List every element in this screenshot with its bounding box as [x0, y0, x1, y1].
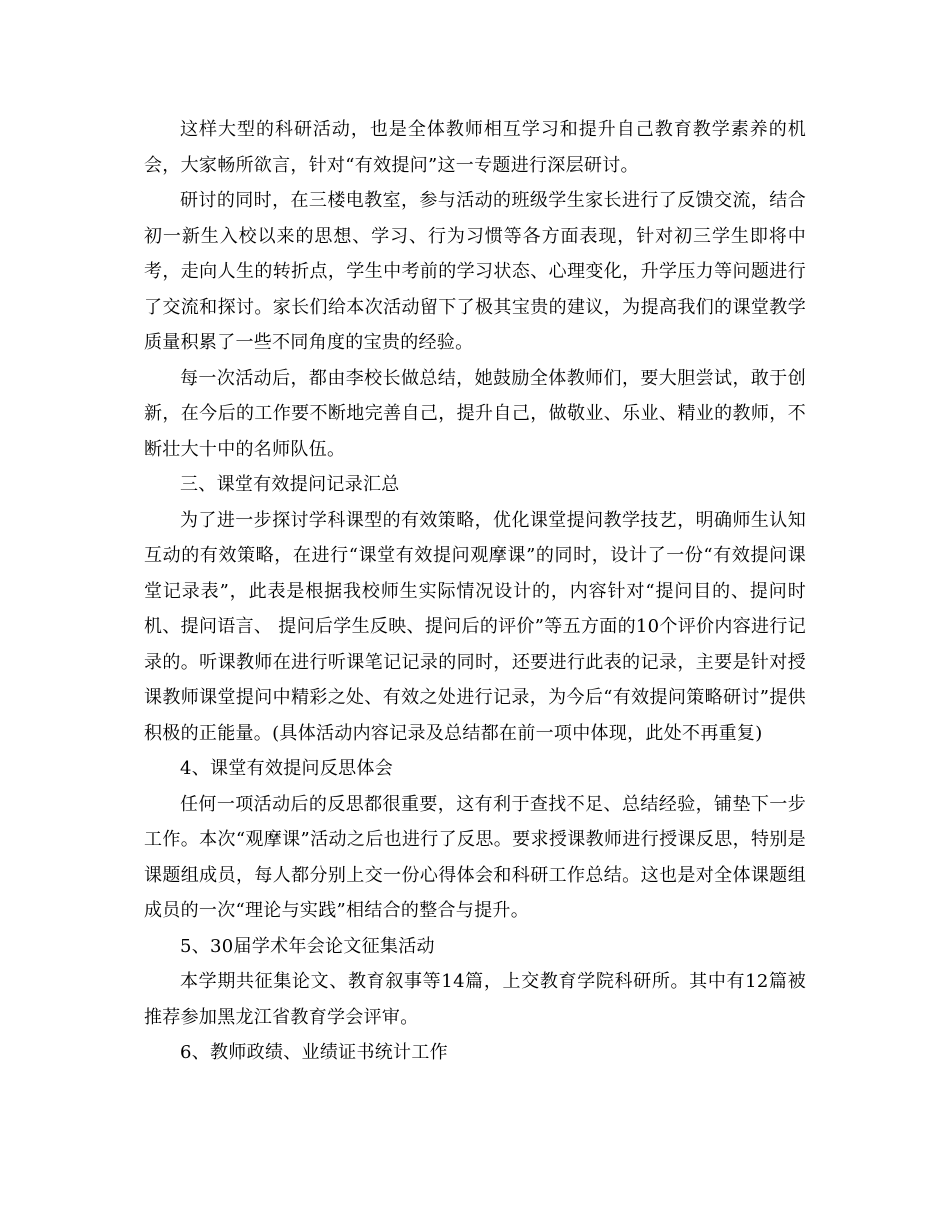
paragraph-principal-summary: 每一次活动后，都由李校长做总结，她鼓励全体教师们，要大胆尝试，敢于创新，在今后的工作要不断地完善自己，提升自己，做敬业、乐业、精业的教师，不断壮大十中的名师队伍。: [144, 367, 806, 460]
section-heading-paper-collection: 5、30届学术年会论文征集活动: [180, 935, 435, 957]
section-heading-reflection: 4、课堂有效提问反思体会: [180, 758, 394, 779]
paragraph-parent-exchange: 研讨的同时，在三楼电教室，参与活动的班级学生家长进行了反馈交流，结合初一新生入校以来的思想、学习、行为习惯等各方面表现，针对初三学生即将中考，走向人生的转折点，学生中考前的学习状态、心理变化，升学压力等问题进行了交流和探讨。家长们给本次活动留下了极其宝贵的建议，为提高我们的课堂教学质量积累了一些不同角度的宝贵的经验。: [144, 190, 806, 353]
paragraph-question-records: 为了进一步探讨学科课型的有效策略，优化课堂提问教学技艺，明确师生认知互动的有效策略，在进行“课堂有效提问观摩课”的同时，设计了一份“有效提问课堂记录表”，此表是根据我校师生实际情况设计的，内容针对“提问目的、提问时机、提问语言、 提问后学生反映、提问后的评价”等五方面的10个评价内容进行记录的。听课教师在进行听课笔记记录的同时，还要进行此表的记录，主要是针对授课教师课堂提问中精彩之处、有效之处进行记录，为今后“有效提问策略研讨”提供积极的正能量。(具体活动内容记录及总结都在前一项中体现，此处不再重复): [144, 509, 806, 744]
document-body: [144, 112, 806, 1071]
paragraph-reflection: 任何一项活动后的反思都很重要，这有利于查找不足、总结经验，铺垫下一步工作。本次“观摩课”活动之后也进行了反思。要求授课教师进行授课反思，特别是课题组成员，每人都分别上交一份心得体会和科研工作总结。这也是对全体课题组成员的一次“理论与实践”相结合的整合与提升。: [144, 793, 806, 921]
paragraph-paper-collection: 本学期共征集论文、教育叙事等14篇，上交教育学院科研所。其中有12篇被推荐参加黑龙江省教育学会评审。: [144, 971, 806, 1028]
section-heading-certificate-statistics: 6、教师政绩、业绩证书统计工作: [180, 1042, 448, 1063]
section-heading-question-records: 三、课堂有效提问记录汇总: [180, 474, 400, 495]
paragraph-research-activity: 这样大型的科研活动，也是全体教师相互学习和提升自己教育教学素养的机会，大家畅所欲言，针对“有效提问”这一专题进行深层研讨。: [144, 119, 806, 176]
